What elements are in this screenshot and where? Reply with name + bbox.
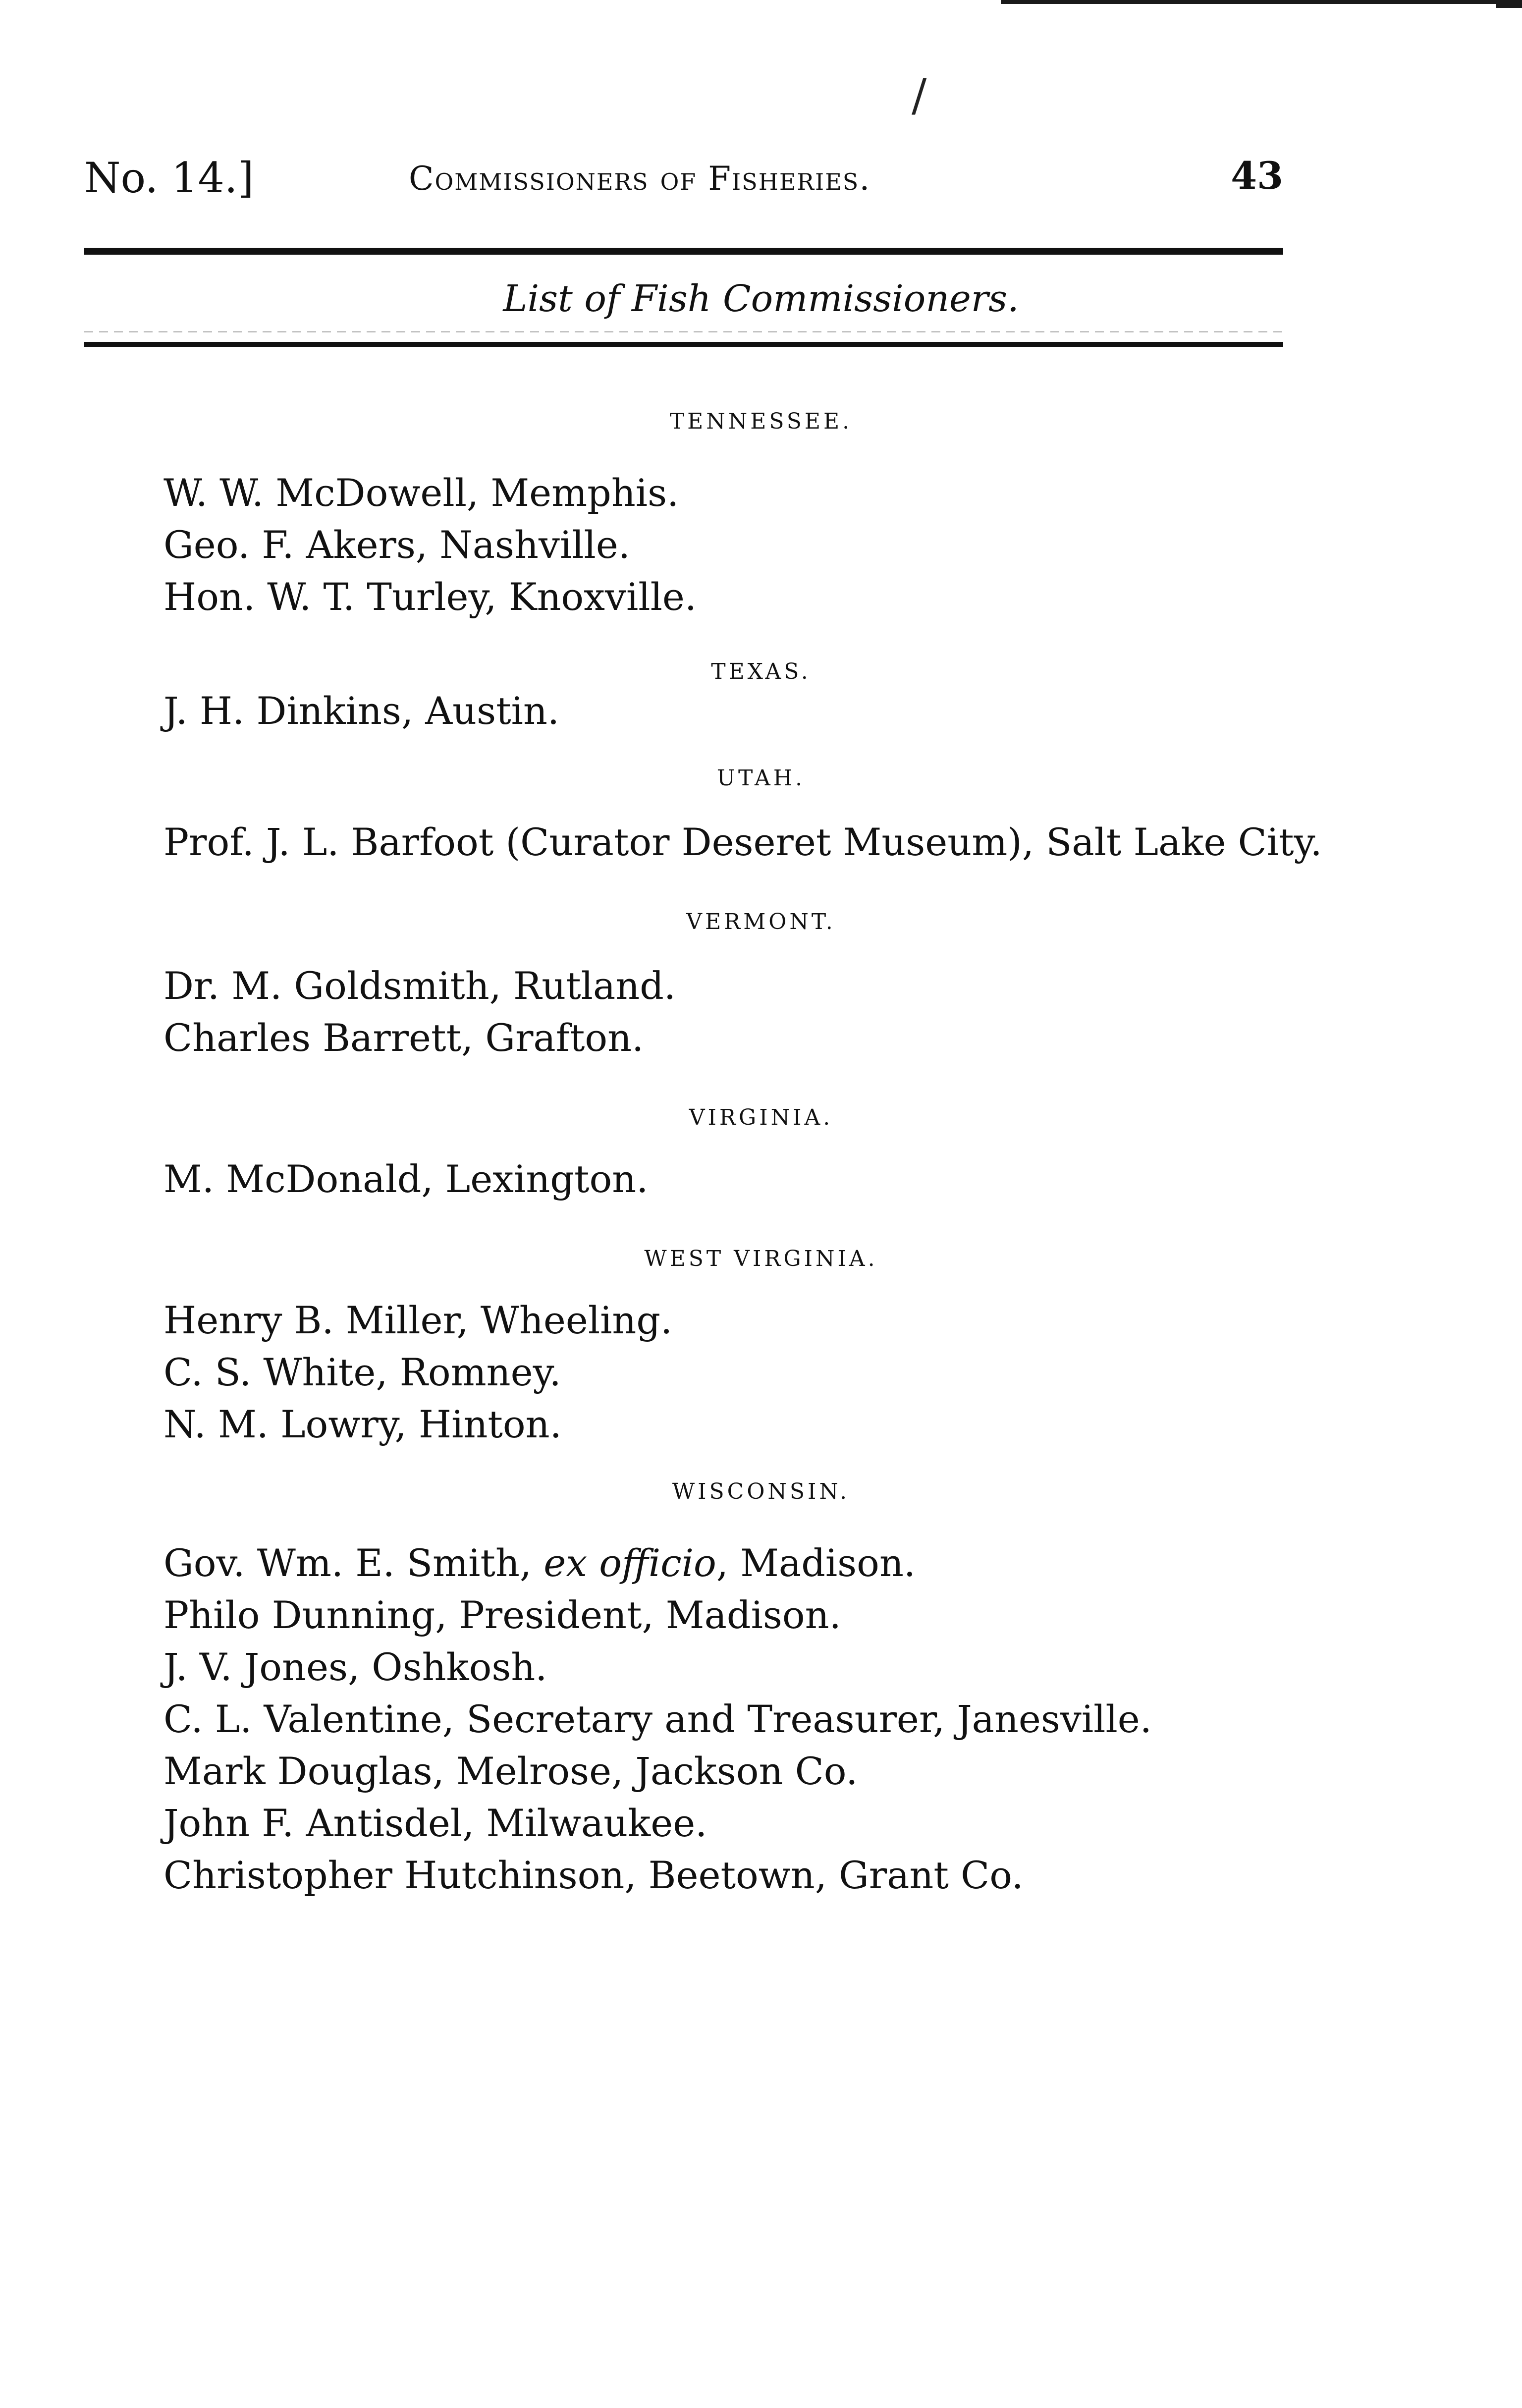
pencil-mark: /: [912, 69, 927, 121]
scan-edge-line: [1001, 0, 1522, 4]
commissioner-entry: J. H. Dinkins, Austin.: [163, 689, 560, 733]
commissioner-entry: Geo. F. Akers, Nashville.: [163, 523, 630, 567]
commissioner-entry: J. V. Jones, Oshkosh.: [163, 1645, 547, 1689]
commissioner-entry: C. L. Valentine, Secretary and Treasurer, Janesville.: [163, 1697, 1152, 1741]
commissioner-entry: Hon. W. T. Turley, Knoxville.: [163, 575, 697, 619]
entry-text: , Madison.: [716, 1541, 916, 1585]
commissioner-entry: Henry B. Miller, Wheeling.: [163, 1298, 673, 1342]
document-number: No. 14.]: [84, 154, 254, 202]
scan-edge-corner: [1496, 4, 1522, 30]
commissioner-entry: Dr. M. Goldsmith, Rutland.: [163, 964, 676, 1008]
running-title: Commissioners of Fisheries.: [409, 160, 871, 198]
commissioner-entry: Mark Douglas, Melrose, Jackson Co.: [163, 1749, 858, 1793]
commissioner-entry: W. W. McDowell, Memphis.: [163, 471, 679, 515]
running-header: [84, 154, 1283, 208]
commissioner-entry: M. McDonald, Lexington.: [163, 1157, 649, 1201]
faint-rule: [84, 331, 1283, 332]
commissioner-entry: C. S. White, Romney.: [163, 1350, 561, 1394]
state-heading-vermont: VERMONT.: [686, 909, 836, 934]
entry-text: Gov. Wm. E. Smith,: [163, 1541, 544, 1585]
page-number: 43: [1231, 154, 1283, 198]
commissioner-entry: N. M. Lowry, Hinton.: [163, 1402, 562, 1446]
commissioner-entry: John F. Antisdel, Milwaukee.: [163, 1801, 707, 1845]
section-title: List of Fish Commissioners.: [503, 277, 1019, 320]
commissioner-entry: Christopher Hutchinson, Beetown, Grant Co.: [163, 1853, 1024, 1897]
state-heading-texas: TEXAS.: [711, 659, 811, 684]
commissioner-entry: Philo Dunning, President, Madison.: [163, 1593, 841, 1637]
commissioner-entry: Charles Barrett, Grafton.: [163, 1016, 644, 1060]
state-heading-virginia: VIRGINIA.: [689, 1105, 833, 1130]
state-heading-west-virginia: WEST VIRGINIA.: [644, 1246, 878, 1271]
commissioner-entry: [163, 1541, 916, 1585]
state-heading-wisconsin: WISCONSIN.: [672, 1479, 850, 1504]
section-rule: [84, 342, 1283, 347]
state-heading-utah: UTAH.: [716, 766, 806, 791]
header-rule: [84, 248, 1283, 255]
state-heading-tennessee: TENNESSEE.: [669, 409, 853, 434]
commissioner-entry: Prof. J. L. Barfoot (Curator Deseret Museum), Salt Lake City.: [163, 820, 1322, 864]
entry-italic-text: ex officio: [544, 1541, 716, 1585]
